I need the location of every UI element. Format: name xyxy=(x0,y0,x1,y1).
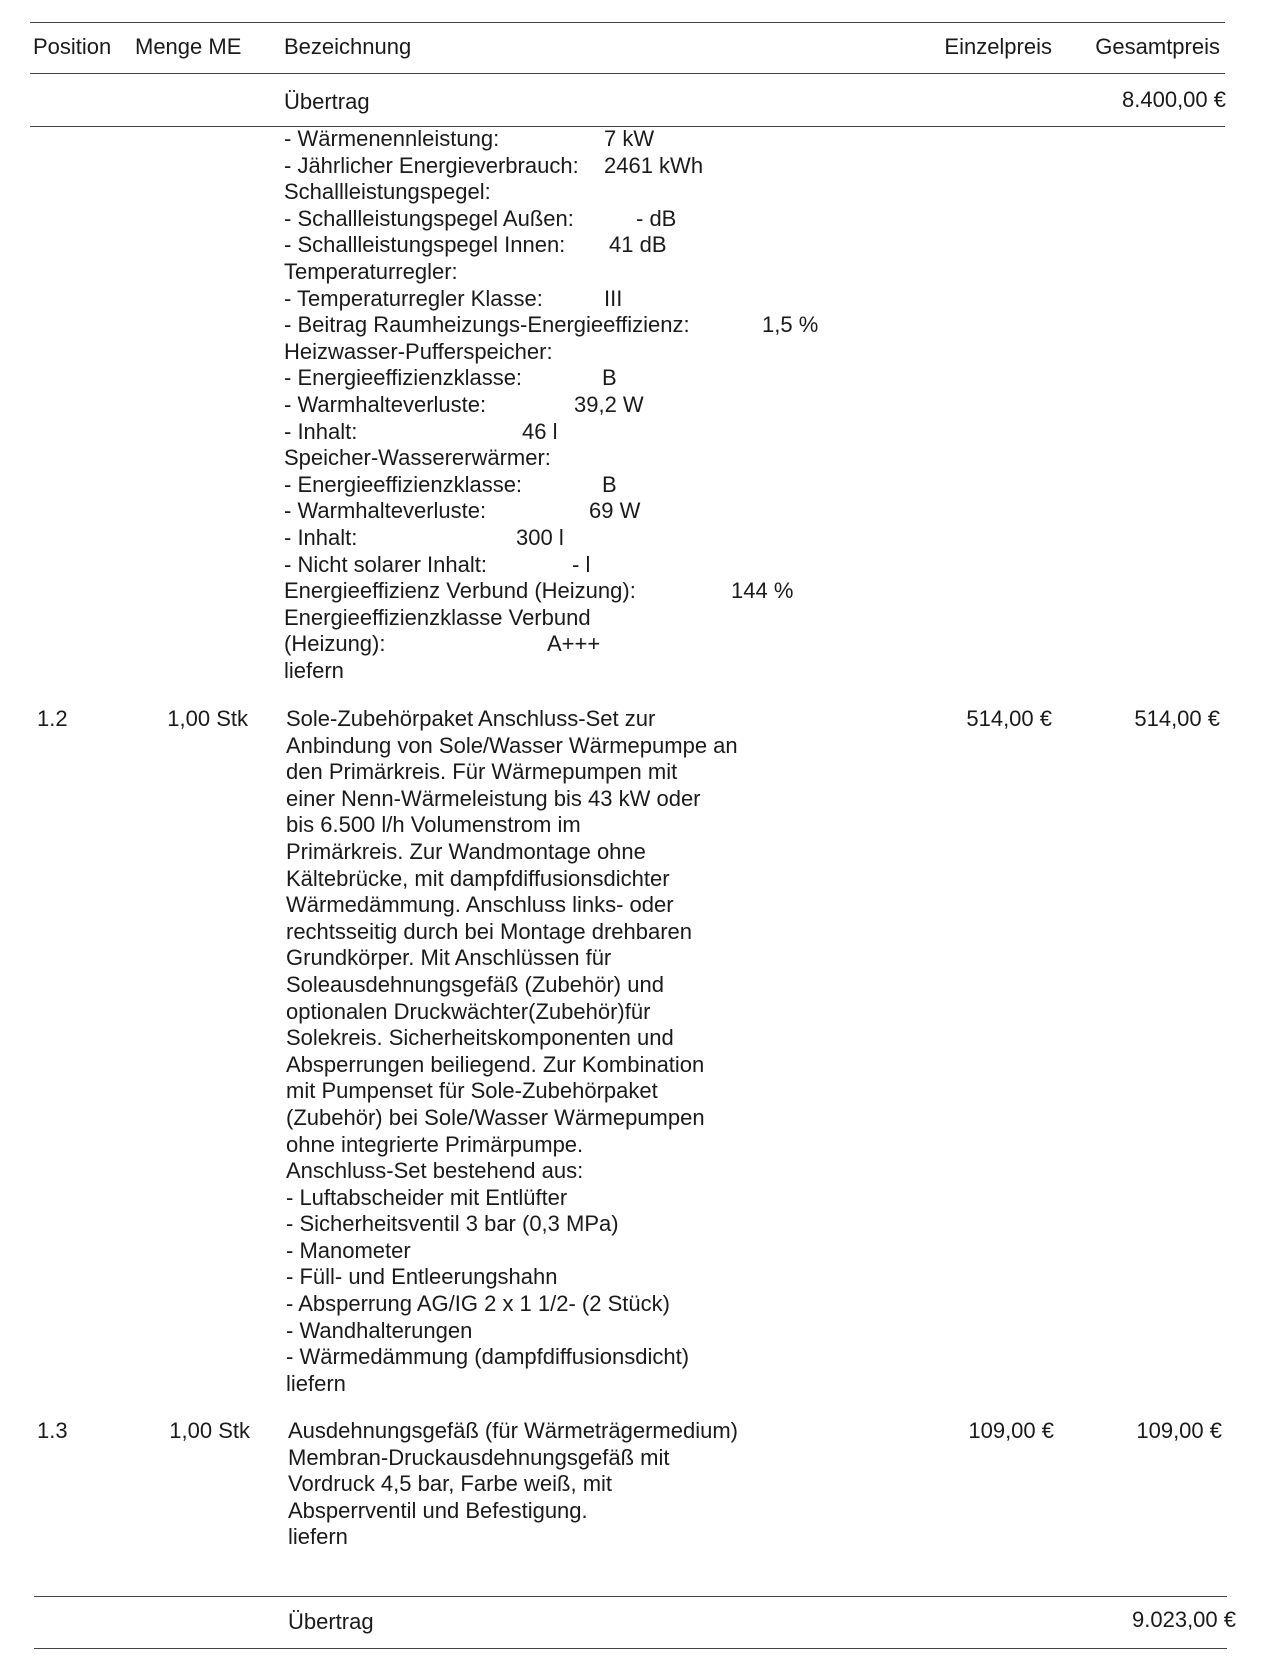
spec-line xyxy=(284,259,884,286)
spec-line xyxy=(284,658,884,685)
spec-line xyxy=(284,365,884,392)
header-gesamtpreis: Gesamtpreis xyxy=(1095,34,1220,59)
item3-menge: 1,00 Stk xyxy=(169,1418,250,1443)
spec-label: - Inhalt: xyxy=(284,418,358,444)
description-line: - Füll- und Entleerungshahn xyxy=(286,1264,558,1290)
description-line: Solekreis. Sicherheitskomponenten und xyxy=(286,1025,674,1051)
spec-line xyxy=(284,498,884,525)
spec-label: - Temperaturregler Klasse: xyxy=(284,285,543,311)
spec-line xyxy=(284,525,884,552)
spec-line xyxy=(284,445,884,472)
spec-line xyxy=(284,153,884,180)
spec-value: 39,2 W xyxy=(574,391,644,417)
description-line: Sole-Zubehörpaket Anschluss-Set zur xyxy=(286,706,656,731)
spec-value: 300 l xyxy=(516,524,564,550)
spec-label: Temperaturregler: xyxy=(284,258,458,284)
header-bezeichnung: Bezeichnung xyxy=(284,34,412,59)
carry-over-bottom-top-rule xyxy=(34,1596,1227,1597)
spec-line xyxy=(284,179,884,206)
description-line: Primärkreis. Zur Wandmontage ohne xyxy=(286,838,646,864)
spec-value: 46 l xyxy=(522,418,558,444)
description-line: Membran-Druckausdehnungsgefäß mit xyxy=(288,1444,670,1470)
description-line: - Manometer xyxy=(286,1237,411,1263)
description-line: liefern xyxy=(286,1370,346,1396)
spec-line xyxy=(284,286,884,313)
spec-label: - Energieeffizienzklasse: xyxy=(284,365,523,391)
description-line: mit Pumpenset für Sole-Zubehörpaket xyxy=(286,1078,658,1104)
carry-over-bottom-rule xyxy=(34,1648,1227,1649)
item3-position: 1.3 xyxy=(37,1418,68,1443)
spec-value: 144 % xyxy=(731,578,794,604)
item1-description xyxy=(284,126,884,684)
description-line: rechtsseitig durch bei Montage drehbaren xyxy=(286,918,693,944)
spec-line xyxy=(284,232,884,259)
description-line: Ausdehnungsgefäß (für Wärmeträgermedium) xyxy=(288,1418,738,1443)
carry-over-bottom-label: Übertrag xyxy=(288,1609,374,1634)
spec-line xyxy=(284,419,884,446)
spec-label: - Jährlicher Energieverbrauch: xyxy=(284,152,579,178)
spec-line xyxy=(284,578,884,605)
item2-menge: 1,00 Stk xyxy=(167,706,248,731)
spec-label: (Heizung): xyxy=(284,631,386,657)
spec-value: 41 dB xyxy=(609,232,667,258)
spec-value: 69 W xyxy=(589,498,641,524)
spec-line xyxy=(284,392,884,419)
item2-einzelpreis: 514,00 € xyxy=(966,706,1052,731)
spec-value: - l xyxy=(572,551,591,577)
description-line: einer Nenn-Wärmeleistung bis 43 kW oder xyxy=(286,785,701,811)
header-bottom-rule xyxy=(30,73,1225,74)
carry-over-label: Übertrag xyxy=(284,89,370,114)
spec-line xyxy=(284,605,884,632)
header-position: Position xyxy=(33,34,112,59)
description-line: Anschluss-Set bestehend aus: xyxy=(286,1158,584,1184)
description-line: Soleausdehnungsgefäß (Zubehör) und xyxy=(286,971,664,997)
description-line: - Wärmedämmung (dampfdiffusionsdicht) xyxy=(286,1344,690,1370)
description-line: optionalen Druckwächter(Zubehör)für xyxy=(286,998,651,1024)
description-line: Anbindung von Sole/Wasser Wärmepumpe an xyxy=(286,732,738,758)
description-line: Absperrungen beiliegend. Zur Kombination xyxy=(286,1051,705,1077)
item2-description xyxy=(286,706,846,1397)
description-line: Absperrventil und Befestigung. xyxy=(288,1497,588,1523)
spec-label: - Inhalt: xyxy=(284,524,358,550)
description-line: den Primärkreis. Für Wärmepumpen mit xyxy=(286,759,678,785)
spec-value: - dB xyxy=(636,205,677,231)
description-line: ohne integrierte Primärpumpe. xyxy=(286,1131,584,1157)
spec-line xyxy=(284,339,884,366)
spec-label: - Wärmenennleistung: xyxy=(284,126,500,151)
header-menge: Menge ME xyxy=(135,34,242,59)
spec-label: - Nicht solarer Inhalt: xyxy=(284,551,487,577)
spec-line xyxy=(284,206,884,233)
spec-line xyxy=(284,552,884,579)
spec-value: III xyxy=(604,285,623,311)
spec-line xyxy=(284,312,884,339)
spec-value: A+++ xyxy=(547,631,601,657)
description-line: Kältebrücke, mit dampfdiffusionsdichter xyxy=(286,865,670,891)
carry-over-bottom-amount: 9.023,00 € xyxy=(1132,1607,1236,1632)
spec-label: - Beitrag Raumheizungs-Energieeffizienz: xyxy=(284,312,690,338)
spec-label: liefern xyxy=(284,657,344,683)
spec-line xyxy=(284,126,884,153)
spec-label: - Warmhalteverluste: xyxy=(284,498,487,524)
description-line: Vordruck 4,5 bar, Farbe weiß, mit xyxy=(288,1471,613,1497)
description-line: Grundkörper. Mit Anschlüssen für xyxy=(286,945,612,971)
spec-value: 1,5 % xyxy=(762,312,819,338)
spec-label: Energieeffizienz Verbund (Heizung): xyxy=(284,578,636,604)
spec-label: - Schallleistungspegel Außen: xyxy=(284,205,574,231)
header-top-rule xyxy=(30,22,1225,23)
description-line: - Luftabscheider mit Entlüfter xyxy=(286,1184,568,1210)
spec-value: 2461 kWh xyxy=(604,152,704,178)
item3-einzelpreis: 109,00 € xyxy=(968,1418,1054,1443)
description-line: liefern xyxy=(288,1524,348,1550)
description-line: - Wandhalterungen xyxy=(286,1317,473,1343)
description-line: - Absperrung AG/IG 2 x 1 1/2- (2 Stück) xyxy=(286,1291,670,1317)
spec-label: Energieeffizienzklasse Verbund xyxy=(284,604,591,630)
spec-line xyxy=(284,472,884,499)
spec-label: Heizwasser-Pufferspeicher: xyxy=(284,338,553,364)
item2-gesamtpreis: 514,00 € xyxy=(1134,706,1220,731)
spec-label: Schallleistungspegel: xyxy=(284,179,491,205)
spec-value: 7 kW xyxy=(604,126,655,151)
item3-gesamtpreis: 109,00 € xyxy=(1136,1418,1222,1443)
description-line: - Sicherheitsventil 3 bar (0,3 MPa) xyxy=(286,1211,619,1237)
spec-label: Speicher-Wassererwärmer: xyxy=(284,445,551,471)
header-einzelpreis: Einzelpreis xyxy=(944,34,1052,59)
spec-value: B xyxy=(602,365,617,391)
spec-label: - Warmhalteverluste: xyxy=(284,391,487,417)
spec-value: B xyxy=(602,471,617,497)
description-line: (Zubehör) bei Sole/Wasser Wärmepumpen xyxy=(286,1104,705,1130)
item2-position: 1.2 xyxy=(37,706,68,731)
spec-label: - Schallleistungspegel Innen: xyxy=(284,232,566,258)
spec-line xyxy=(284,631,884,658)
description-line: bis 6.500 l/h Volumenstrom im xyxy=(286,812,581,838)
carry-over-amount: 8.400,00 € xyxy=(1122,87,1226,112)
spec-label: - Energieeffizienzklasse: xyxy=(284,471,523,497)
item3-description xyxy=(288,1418,848,1551)
description-line: Wärmedämmung. Anschluss links- oder xyxy=(286,892,674,918)
